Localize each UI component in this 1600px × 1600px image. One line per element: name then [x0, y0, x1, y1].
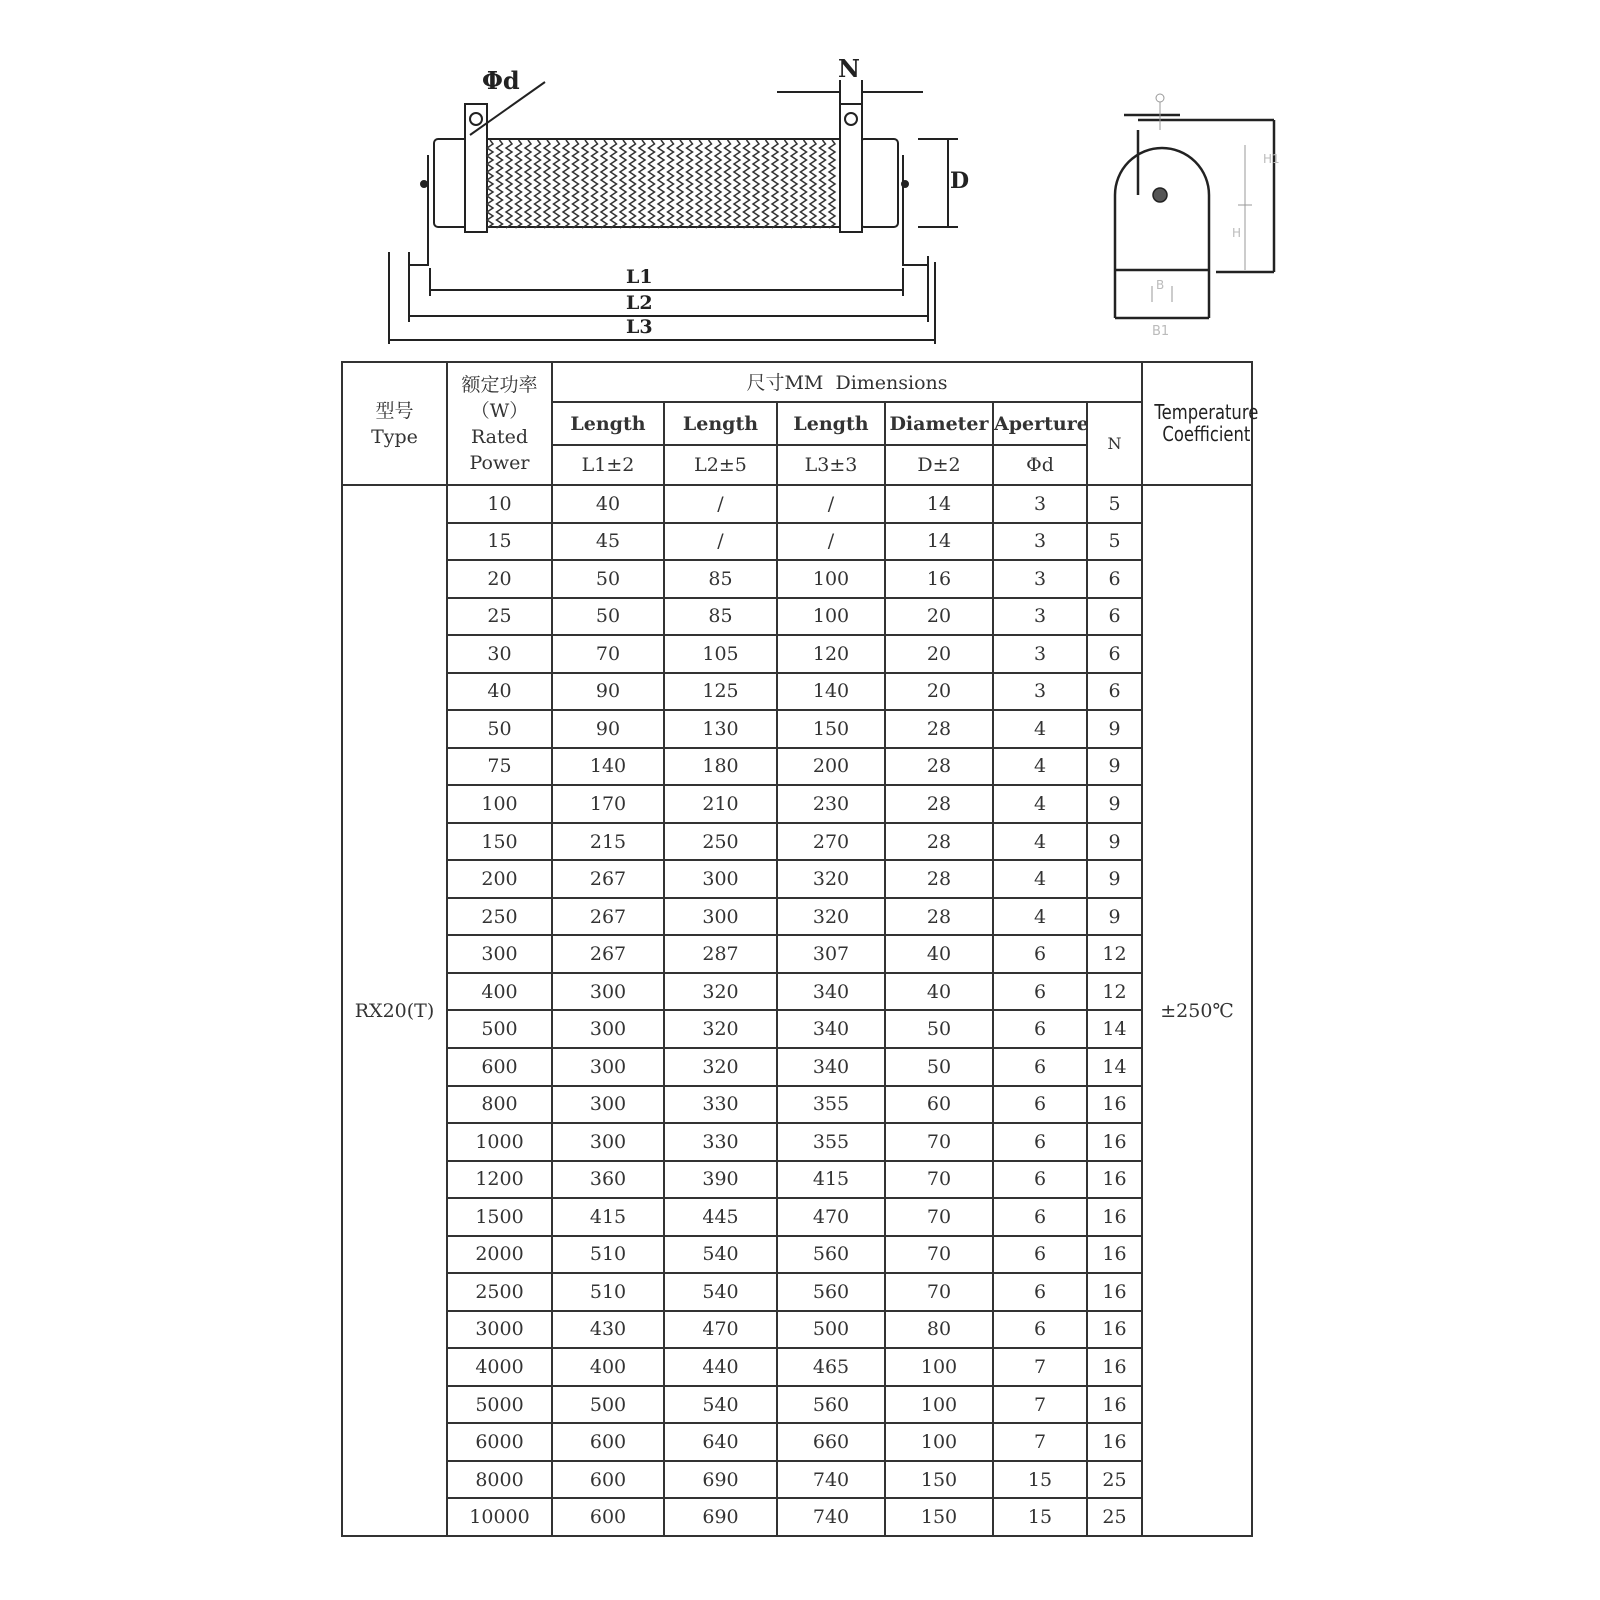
- cell-l1: 267: [552, 860, 664, 898]
- resistor-front-view-drawing: [0, 0, 1600, 360]
- l2-label: L2: [626, 292, 653, 314]
- cell-power: 400: [447, 973, 552, 1011]
- cell-n: 14: [1087, 1048, 1142, 1086]
- cell-diameter: 150: [885, 1498, 993, 1536]
- cell-l3: 560: [777, 1386, 885, 1424]
- cell-l3: 340: [777, 1010, 885, 1048]
- resistor-side-view-drawing: [1100, 90, 1300, 350]
- table-row: [342, 485, 1252, 523]
- cell-n: 9: [1087, 748, 1142, 786]
- b1-label: B1: [1152, 324, 1170, 339]
- cell-aperture: 15: [993, 1498, 1087, 1536]
- table-row: [342, 1311, 1252, 1349]
- cell-l1: 300: [552, 973, 664, 1011]
- cell-l2: 250: [664, 823, 777, 861]
- cell-power: 50: [447, 710, 552, 748]
- cell-aperture: 4: [993, 748, 1087, 786]
- cell-l3: 120: [777, 635, 885, 673]
- cell-n: 16: [1087, 1311, 1142, 1349]
- cell-n: 16: [1087, 1386, 1142, 1424]
- cell-diameter: 28: [885, 823, 993, 861]
- l3-label: L3: [626, 316, 653, 338]
- cell-diameter: 70: [885, 1198, 993, 1236]
- cell-l1: 300: [552, 1048, 664, 1086]
- table-row: [342, 860, 1252, 898]
- cell-l3: 415: [777, 1161, 885, 1199]
- cell-power: 3000: [447, 1311, 552, 1349]
- cell-aperture: 6: [993, 1236, 1087, 1274]
- cell-aperture: 6: [993, 1123, 1087, 1161]
- col-l2-sub: L2±5: [664, 445, 777, 485]
- cell-l3: 470: [777, 1198, 885, 1236]
- cell-diameter: 28: [885, 785, 993, 823]
- cell-aperture: 4: [993, 860, 1087, 898]
- cell-power: 30: [447, 635, 552, 673]
- cell-diameter: 14: [885, 523, 993, 561]
- cell-power: 8000: [447, 1461, 552, 1499]
- cell-n: 16: [1087, 1273, 1142, 1311]
- cell-power: 6000: [447, 1423, 552, 1461]
- left-terminal: [465, 104, 487, 232]
- cell-power: 150: [447, 823, 552, 861]
- cell-diameter: 28: [885, 898, 993, 936]
- h1-label: H1: [1263, 152, 1280, 166]
- cell-l2: 320: [664, 973, 777, 1011]
- cell-l1: 500: [552, 1386, 664, 1424]
- cell-power: 300: [447, 935, 552, 973]
- cell-diameter: 28: [885, 710, 993, 748]
- wire-coil: [487, 140, 835, 228]
- cell-l3: 560: [777, 1236, 885, 1274]
- cell-n: 9: [1087, 785, 1142, 823]
- cell-power: 25: [447, 598, 552, 636]
- spec-table: [341, 361, 1259, 1537]
- temp-header: [1142, 362, 1259, 485]
- aperture-label: Φd: [482, 66, 520, 95]
- cell-n: 16: [1087, 1161, 1142, 1199]
- cell-l2: 287: [664, 935, 777, 973]
- cell-n: 9: [1087, 898, 1142, 936]
- cell-power: 800: [447, 1086, 552, 1124]
- cell-l1: 510: [552, 1236, 664, 1274]
- cell-aperture: 7: [993, 1386, 1087, 1424]
- cell-power: 600: [447, 1048, 552, 1086]
- l1-label: L1: [626, 266, 653, 288]
- cell-diameter: 28: [885, 860, 993, 898]
- cell-l3: 307: [777, 935, 885, 973]
- cell-l1: 50: [552, 598, 664, 636]
- table-row: [342, 1198, 1252, 1236]
- cell-l2: 105: [664, 635, 777, 673]
- cell-l3: 465: [777, 1348, 885, 1386]
- cell-n: 25: [1087, 1498, 1142, 1536]
- table-row: [342, 823, 1252, 861]
- cell-l2: 640: [664, 1423, 777, 1461]
- cell-l2: 470: [664, 1311, 777, 1349]
- cell-power: 20: [447, 560, 552, 598]
- table-row: [342, 898, 1252, 936]
- cell-l3: 660: [777, 1423, 885, 1461]
- cell-l3: /: [777, 485, 885, 523]
- cell-n: 9: [1087, 860, 1142, 898]
- cell-l2: 125: [664, 673, 777, 711]
- table-row: [342, 1010, 1252, 1048]
- cell-l3: 230: [777, 785, 885, 823]
- table-row: [342, 598, 1252, 636]
- temp-header-line1: Temperature: [1154, 400, 1259, 424]
- cell-l2: 210: [664, 785, 777, 823]
- cell-l2: 300: [664, 898, 777, 936]
- table-row: [342, 1086, 1252, 1124]
- background-watermark: [345, 762, 453, 936]
- col-l1-sub: L1±2: [552, 445, 664, 485]
- cell-aperture: 6: [993, 1311, 1087, 1349]
- col-ap-name: Aperture: [993, 402, 1087, 446]
- cell-n: 6: [1087, 673, 1142, 711]
- col-l1-name: Length: [552, 402, 664, 446]
- cell-diameter: 100: [885, 1423, 993, 1461]
- cell-l2: 320: [664, 1048, 777, 1086]
- table-row: [342, 935, 1252, 973]
- cell-l2: 440: [664, 1348, 777, 1386]
- cell-l3: 340: [777, 1048, 885, 1086]
- cell-l3: 740: [777, 1461, 885, 1499]
- cell-l3: 150: [777, 710, 885, 748]
- type-header-en: Type: [371, 425, 418, 448]
- cell-aperture: 3: [993, 485, 1087, 523]
- cell-aperture: 6: [993, 1198, 1087, 1236]
- cell-diameter: 14: [885, 485, 993, 523]
- cell-diameter: 70: [885, 1236, 993, 1274]
- power-header-cn: 额定功率: [461, 373, 538, 396]
- cell-diameter: 70: [885, 1161, 993, 1199]
- cell-l1: 600: [552, 1461, 664, 1499]
- cell-l1: 415: [552, 1198, 664, 1236]
- cell-l2: 320: [664, 1010, 777, 1048]
- cell-power: 250: [447, 898, 552, 936]
- cell-l3: 100: [777, 560, 885, 598]
- cell-l3: 140: [777, 673, 885, 711]
- cell-l2: 690: [664, 1498, 777, 1536]
- cell-n: 5: [1087, 523, 1142, 561]
- cell-l3: 340: [777, 973, 885, 1011]
- cell-l2: 330: [664, 1086, 777, 1124]
- cell-n: 12: [1087, 973, 1142, 1011]
- col-d-name: Diameter: [885, 402, 993, 446]
- cell-n: 6: [1087, 560, 1142, 598]
- cell-diameter: 20: [885, 635, 993, 673]
- col-d-sub: D±2: [885, 445, 993, 485]
- right-terminal: [840, 104, 862, 232]
- cell-l1: 510: [552, 1273, 664, 1311]
- cell-n: 16: [1087, 1123, 1142, 1161]
- cell-diameter: 28: [885, 748, 993, 786]
- cell-l3: 355: [777, 1086, 885, 1124]
- cell-l2: /: [664, 523, 777, 561]
- cell-diameter: 70: [885, 1123, 993, 1161]
- cell-aperture: 3: [993, 635, 1087, 673]
- cell-l2: 540: [664, 1273, 777, 1311]
- table-row: [342, 1348, 1252, 1386]
- cell-l2: 330: [664, 1123, 777, 1161]
- table-row: [342, 523, 1252, 561]
- col-l3-sub: L3±3: [777, 445, 885, 485]
- cell-diameter: 150: [885, 1461, 993, 1499]
- b-label: B: [1156, 278, 1165, 292]
- cell-power: 10: [447, 485, 552, 523]
- power-header-en2: Power: [469, 451, 530, 474]
- table-row: [342, 1161, 1252, 1199]
- cell-diameter: 20: [885, 673, 993, 711]
- cell-diameter: 80: [885, 1311, 993, 1349]
- table-row: [342, 1423, 1252, 1461]
- table-row: [342, 1498, 1252, 1536]
- table-row: [342, 1236, 1252, 1274]
- table-row: [342, 748, 1252, 786]
- cell-aperture: 3: [993, 560, 1087, 598]
- cell-l1: 140: [552, 748, 664, 786]
- cell-power: 15: [447, 523, 552, 561]
- cell-diameter: 60: [885, 1086, 993, 1124]
- diameter-label: D: [950, 168, 970, 194]
- cell-l3: 500: [777, 1311, 885, 1349]
- cell-l1: 267: [552, 898, 664, 936]
- cell-power: 10000: [447, 1498, 552, 1536]
- cell-n: 16: [1087, 1086, 1142, 1124]
- cell-n: 9: [1087, 710, 1142, 748]
- cell-diameter: 20: [885, 598, 993, 636]
- cell-n: 16: [1087, 1236, 1142, 1274]
- cell-l1: 600: [552, 1498, 664, 1536]
- cell-l3: 100: [777, 598, 885, 636]
- cell-power: 75: [447, 748, 552, 786]
- cell-l1: 400: [552, 1348, 664, 1386]
- table-row: [342, 560, 1252, 598]
- cell-aperture: 3: [993, 598, 1087, 636]
- cell-l1: 600: [552, 1423, 664, 1461]
- cell-l1: 300: [552, 1123, 664, 1161]
- cell-diameter: 70: [885, 1273, 993, 1311]
- cell-l1: 90: [552, 673, 664, 711]
- cell-n: 16: [1087, 1423, 1142, 1461]
- cell-power: 200: [447, 860, 552, 898]
- cell-l2: 445: [664, 1198, 777, 1236]
- cell-power: 500: [447, 1010, 552, 1048]
- cell-l1: 40: [552, 485, 664, 523]
- cell-diameter: 100: [885, 1386, 993, 1424]
- cell-l2: 540: [664, 1386, 777, 1424]
- cell-l3: /: [777, 523, 885, 561]
- cell-n: 6: [1087, 635, 1142, 673]
- cell-l2: 300: [664, 860, 777, 898]
- cell-l2: 85: [664, 598, 777, 636]
- type-header: [342, 362, 447, 485]
- cell-l3: 560: [777, 1273, 885, 1311]
- cell-aperture: 4: [993, 710, 1087, 748]
- cell-aperture: 3: [993, 523, 1087, 561]
- cell-n: 16: [1087, 1198, 1142, 1236]
- cell-l3: 320: [777, 860, 885, 898]
- power-header: [447, 362, 552, 485]
- cell-diameter: 40: [885, 973, 993, 1011]
- cell-n: 6: [1087, 598, 1142, 636]
- cell-power: 1200: [447, 1161, 552, 1199]
- table-row: [342, 785, 1252, 823]
- cell-aperture: 6: [993, 1273, 1087, 1311]
- col-ap-sub: Φd: [993, 445, 1087, 485]
- cell-aperture: 6: [993, 1010, 1087, 1048]
- cell-n: 9: [1087, 823, 1142, 861]
- cell-l1: 50: [552, 560, 664, 598]
- cell-n: 12: [1087, 935, 1142, 973]
- cell-power: 1000: [447, 1123, 552, 1161]
- table-row: [342, 973, 1252, 1011]
- cell-aperture: 6: [993, 935, 1087, 973]
- terminal-width-label: N: [838, 54, 860, 83]
- cell-power: 1500: [447, 1198, 552, 1236]
- cell-l3: 740: [777, 1498, 885, 1536]
- cell-n: 25: [1087, 1461, 1142, 1499]
- temp-value: ±250℃: [1142, 485, 1252, 1536]
- table-row: [342, 1273, 1252, 1311]
- cell-aperture: 6: [993, 973, 1087, 1011]
- cell-l1: 170: [552, 785, 664, 823]
- cell-aperture: 6: [993, 1086, 1087, 1124]
- cell-aperture: 4: [993, 823, 1087, 861]
- cell-aperture: 4: [993, 785, 1087, 823]
- cell-l1: 430: [552, 1311, 664, 1349]
- cell-n: 14: [1087, 1010, 1142, 1048]
- cell-power: 4000: [447, 1348, 552, 1386]
- table-row: [342, 1386, 1252, 1424]
- dimensions-header: 尺寸MM Dimensions: [552, 362, 1142, 402]
- cell-l2: 540: [664, 1236, 777, 1274]
- cell-l1: 45: [552, 523, 664, 561]
- cell-n: 5: [1087, 485, 1142, 523]
- col-n-header: N: [1087, 402, 1142, 485]
- table-row: [342, 673, 1252, 711]
- cell-power: 2500: [447, 1273, 552, 1311]
- cell-l1: 215: [552, 823, 664, 861]
- col-l2-name: Length: [664, 402, 777, 446]
- cell-l1: 267: [552, 935, 664, 973]
- cell-aperture: 6: [993, 1161, 1087, 1199]
- cell-aperture: 7: [993, 1423, 1087, 1461]
- table-row: [342, 1461, 1252, 1499]
- cell-l2: 130: [664, 710, 777, 748]
- table-row: [342, 1048, 1252, 1086]
- cell-aperture: 6: [993, 1048, 1087, 1086]
- cell-diameter: 50: [885, 1048, 993, 1086]
- table-row: [342, 1123, 1252, 1161]
- cell-power: 5000: [447, 1386, 552, 1424]
- cell-l1: 360: [552, 1161, 664, 1199]
- cell-l2: 690: [664, 1461, 777, 1499]
- cell-l3: 200: [777, 748, 885, 786]
- right-end-cap: [860, 139, 898, 227]
- cell-diameter: 16: [885, 560, 993, 598]
- table-row: [342, 635, 1252, 673]
- type-value: RX20(T): [342, 485, 447, 1536]
- cell-aperture: 4: [993, 898, 1087, 936]
- cell-l1: 90: [552, 710, 664, 748]
- temp-header-line2: Coefficient: [1162, 422, 1251, 446]
- cell-l1: 70: [552, 635, 664, 673]
- cell-power: 100: [447, 785, 552, 823]
- cell-aperture: 15: [993, 1461, 1087, 1499]
- cell-l2: 180: [664, 748, 777, 786]
- cell-aperture: 3: [993, 673, 1087, 711]
- cell-l2: 390: [664, 1161, 777, 1199]
- cell-power: 2000: [447, 1236, 552, 1274]
- cell-l1: 300: [552, 1010, 664, 1048]
- cell-l3: 355: [777, 1123, 885, 1161]
- h-label: H: [1232, 226, 1242, 240]
- power-header-unit: （W）: [470, 399, 529, 422]
- cell-diameter: 50: [885, 1010, 993, 1048]
- cell-l2: /: [664, 485, 777, 523]
- cell-n: 16: [1087, 1348, 1142, 1386]
- cell-diameter: 40: [885, 935, 993, 973]
- table-row: [342, 710, 1252, 748]
- cell-power: 40: [447, 673, 552, 711]
- cell-l3: 320: [777, 898, 885, 936]
- cell-aperture: 7: [993, 1348, 1087, 1386]
- type-header-cn: 型号: [375, 399, 414, 422]
- cell-diameter: 100: [885, 1348, 993, 1386]
- cell-l3: 270: [777, 823, 885, 861]
- power-header-en1: Rated: [470, 425, 529, 448]
- cell-l2: 85: [664, 560, 777, 598]
- col-l3-name: Length: [777, 402, 885, 446]
- cell-l1: 300: [552, 1086, 664, 1124]
